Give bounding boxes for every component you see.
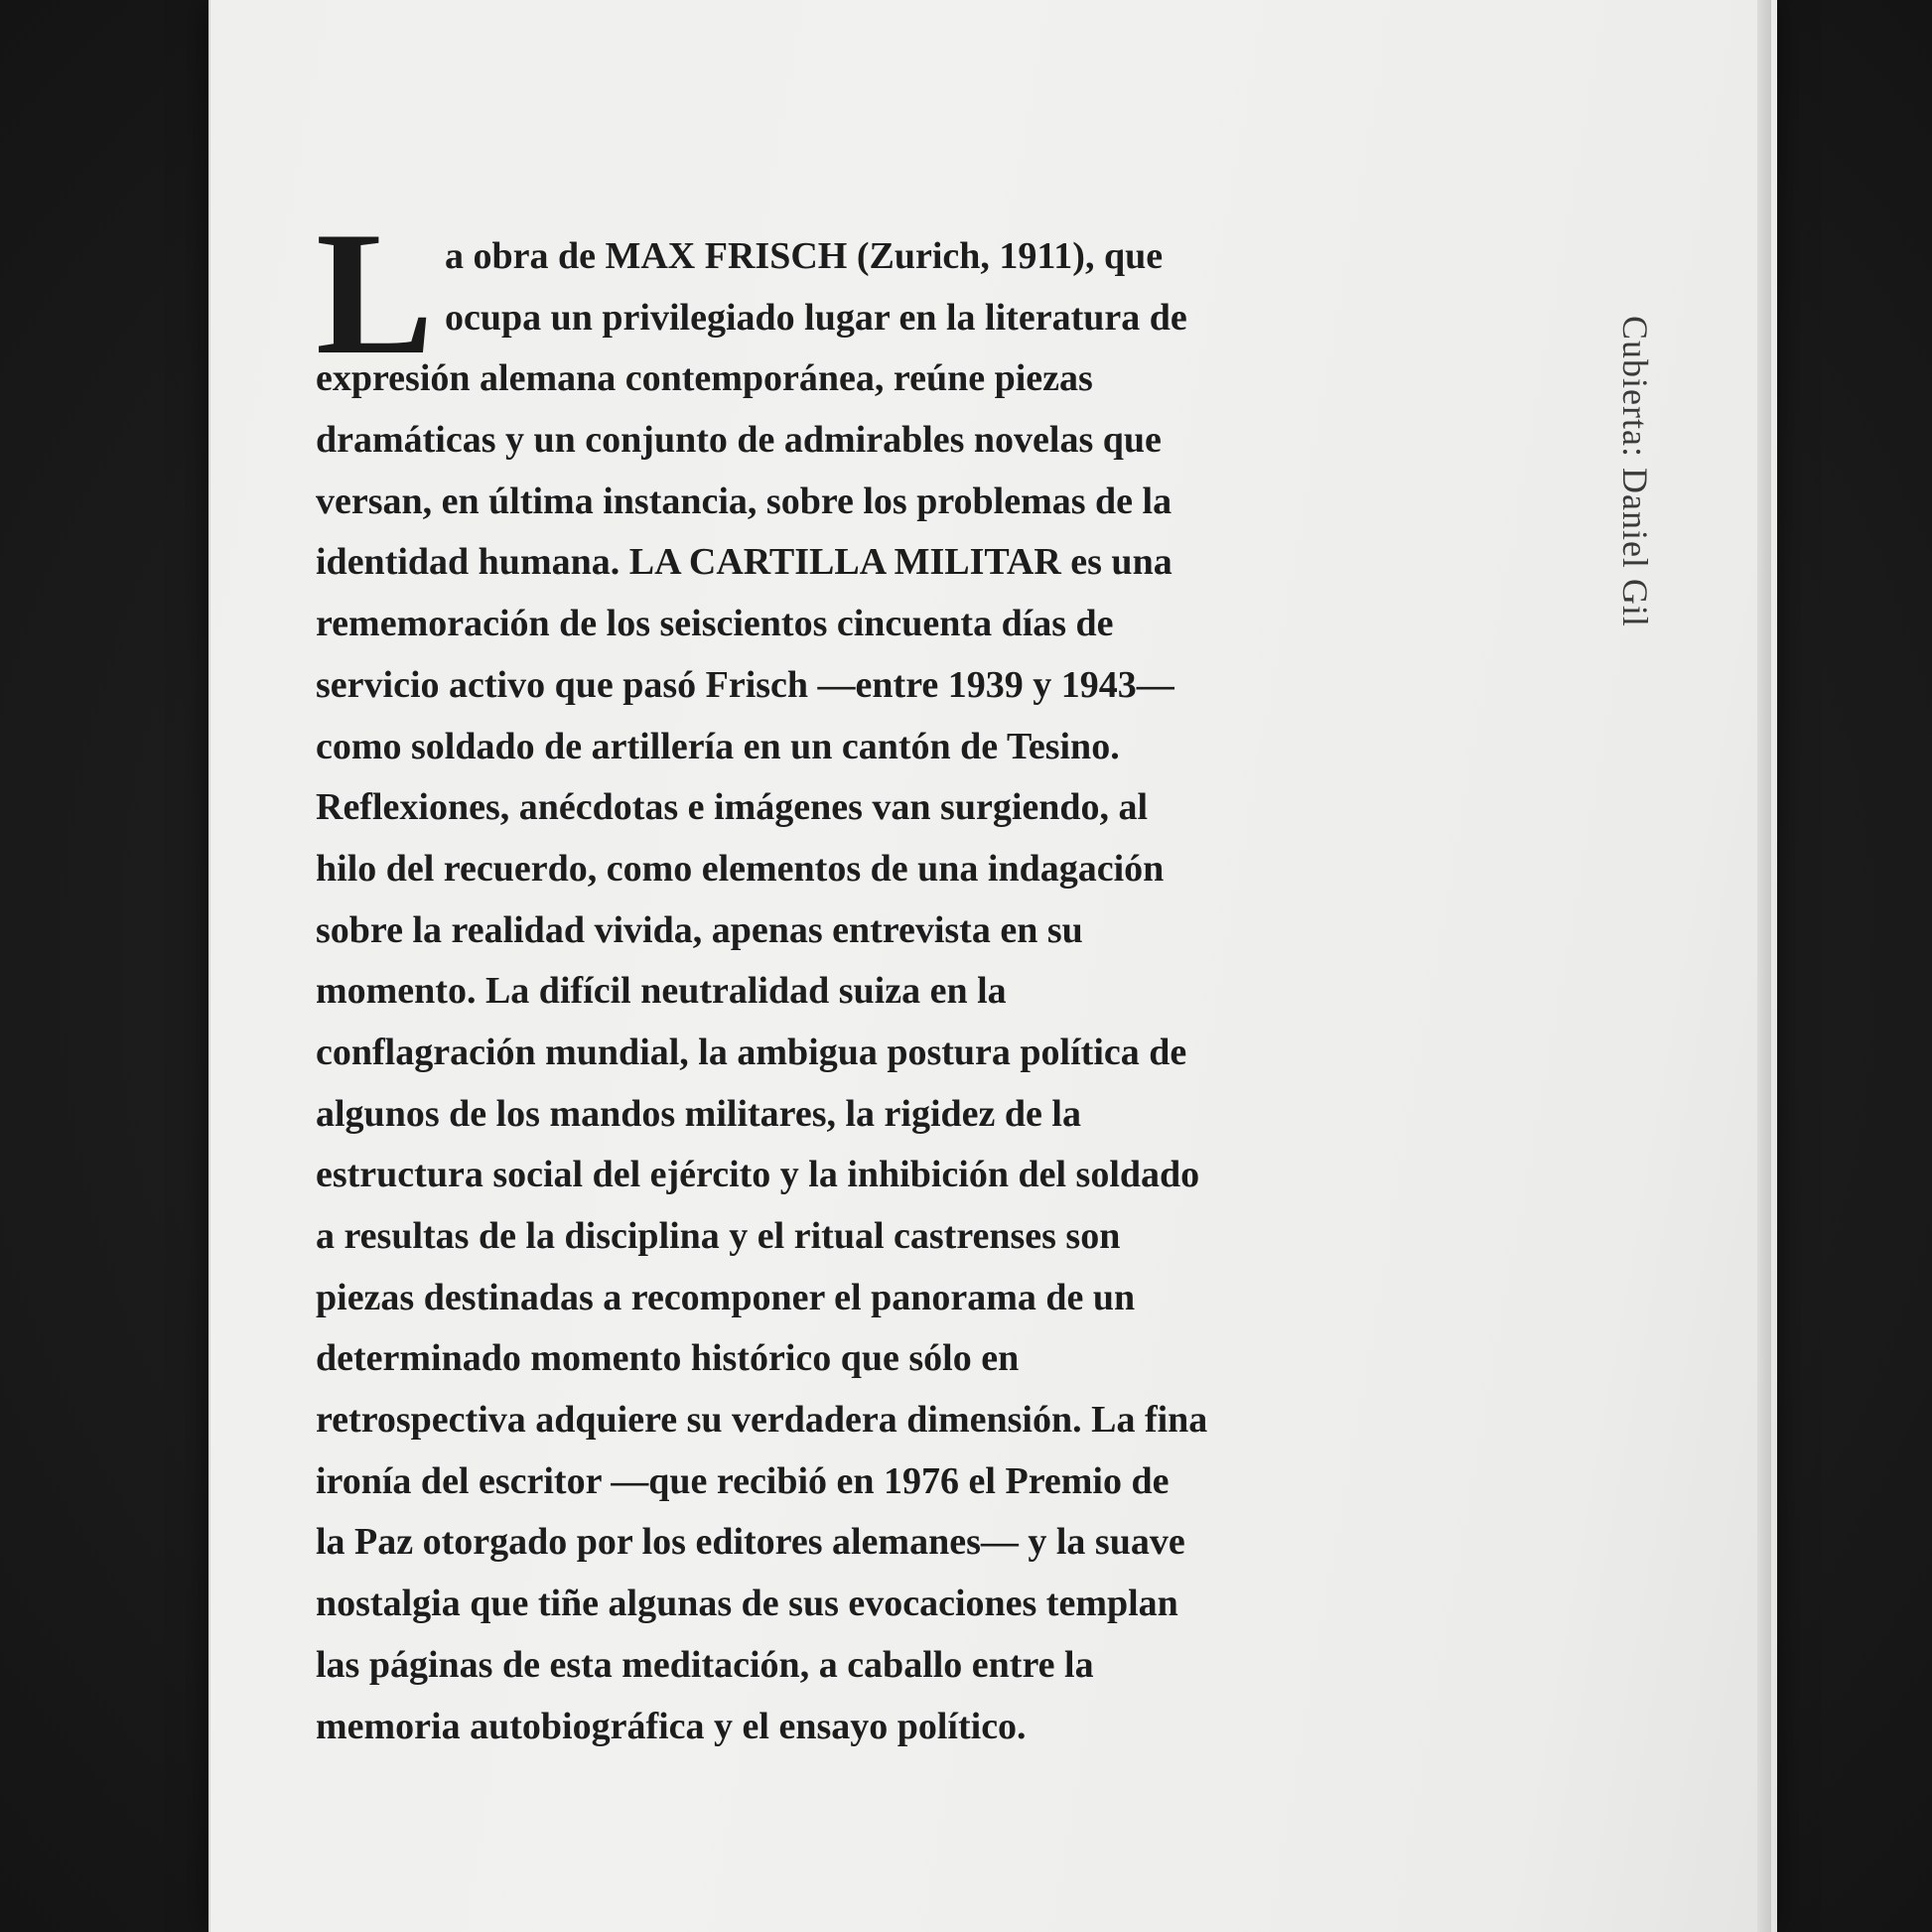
blurb-line: conflagración mundial, la ambigua postura política de [316,1031,1187,1073]
blurb-line: versan, en última instancia, sobre los problemas de la [316,480,1173,522]
blurb-line: dramáticas y un conjunto de admirables novelas que [316,419,1162,462]
blurb-line: la Paz otorgado por los editores alemanes— y la suave [316,1521,1185,1564]
blurb-line: nostalgia que tiñe algunas de sus evocaciones templan [316,1583,1178,1625]
blurb-line: momento. La difícil neutralidad suiza en la [316,970,1007,1013]
blurb-line: rememoración de los seiscientos cincuenta días de [316,603,1114,645]
blurb-line: a obra de MAX FRISCH (Zurich, 1911), que [445,235,1164,277]
blurb-line: ironía del escritor —que recibió en 1976 el Premio de [316,1459,1170,1502]
blurb-line: determinado momento histórico que sólo en [316,1337,1020,1380]
blurb-line: servicio activo que pasó Frisch —entre 1939 y 1943— [316,663,1174,706]
book-page-edge [1757,0,1771,1932]
blurb-line: como soldado de artillería en un cantón de Tesino. [316,725,1120,767]
blurb-line: las páginas de esta meditación, a caballo entre la [316,1643,1094,1686]
cover-credit: Cubierta: Daniel Gil [1615,316,1655,627]
blurb-line: retrospectiva adquiere su verdadera dimensión. La fina [316,1399,1208,1442]
drop-cap-letter: L [316,195,434,391]
blurb-line: ocupa un privilegiado lugar en la literatura de [445,296,1187,339]
blurb-line: hilo del recuerdo, como elementos de una indagación [316,847,1165,890]
blurb-text [316,226,1416,1757]
blurb-line: Reflexiones, anécdotas e imágenes van surgiendo, al [316,786,1149,829]
blurb-line: estructura social del ejército y la inhibición del soldado [316,1154,1200,1196]
blurb-line: piezas destinadas a recomponer el panorama de un [316,1276,1136,1318]
blurb-line: memoria autobiográfica y el ensayo político. [316,1705,1027,1747]
blurb-line: sobre la realidad vivida, apenas entrevista en su [316,908,1083,951]
blurb-line: algunos de los mandos militares, la rigidez de la [316,1092,1081,1135]
blurb-line: identidad humana. LA CARTILLA MILITAR es una [316,541,1173,584]
blurb-line: expresión alemana contemporánea, reúne piezas [316,357,1093,400]
blurb-line: a resultas de la disciplina y el ritual castrenses son [316,1215,1121,1257]
